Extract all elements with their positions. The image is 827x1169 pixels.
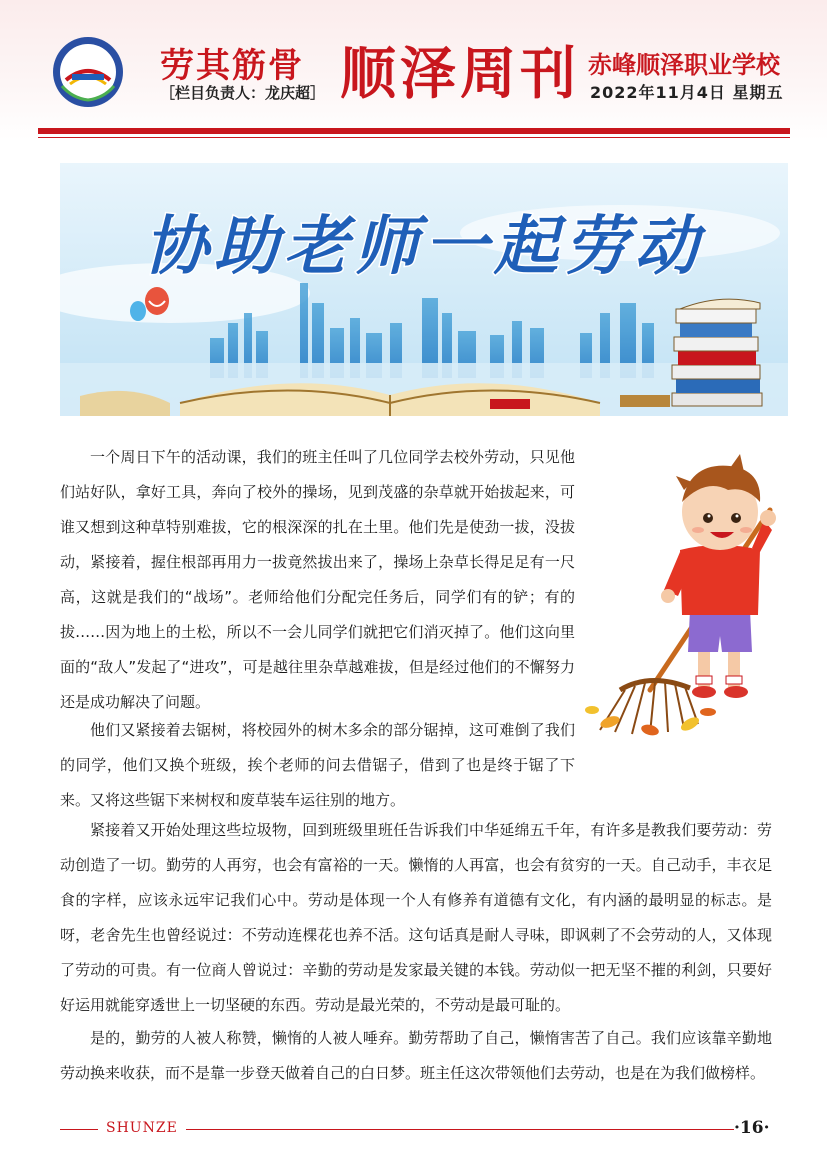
footer-rule-left bbox=[60, 1129, 98, 1130]
page-header bbox=[0, 0, 827, 140]
column-editor: ［栏目负责人：龙庆超］ bbox=[160, 84, 326, 102]
article-paragraph: 紧接着又开始处理这些垃圾物，回到班级里班任告诉我们中华延绵五千年，有许多是教我们要劳动：劳动创造了一切。勤劳的人再穷，也会有富裕的一天。懒惰的人再富，也会有贫穷的一天。自己动手，丰衣足食的字样，应该永远牢记我们心中。劳动是体现一个人有修养有道德有文化，有内涵的最明显的标志。是呀，老舍先生也曾经说过：不劳动连棵花也养不活。这句话真是耐人寻味，即讽刺了不会劳动的人，又体现了劳动的可贵。有一位商人曾说过：辛勤的劳动是发家最关键的本钱。劳动似一把无坚不摧的利剑，只要好好运用就能穿透世上一切坚硬的东西。劳动是最光荣的，不劳动是最可耻的。 bbox=[60, 821, 772, 1014]
article-paragraph: 一个周日下午的活动课，我们的班主任叫了几位同学去校外劳动，只见他们站好队，拿好工具，奔向了校外的操场，见到茂盛的杂草就开始拔起来，可谁又想到这种草特别难拔，它的根深深的扎在土里。他们先是使劲一拔，没拔动，紧接着，握住根部再用力一拔竟然拔出来了，操场上杂草长得足足有一尺高，这就是我们的“战场”。老师给他们分配完任务后，同学们有的铲；有的拔……因为地上的土松，所以不一会儿同学们就把它们消灭掉了。他们这向里面的“敌人”发起了“进攻”，可是越往里杂草越难拔，但是经过他们的不懈努力还是成功解决了问题。 bbox=[60, 448, 575, 711]
masthead-title: 顺泽周刊 bbox=[340, 41, 580, 107]
issue-date: 2022年11月4日 星期五 bbox=[590, 83, 784, 102]
school-logo-icon bbox=[52, 36, 124, 108]
school-name: 赤峰顺泽职业学校 bbox=[588, 51, 780, 79]
column-title: 劳其筋骨 bbox=[160, 46, 304, 86]
boy-with-rake-illustration bbox=[580, 440, 780, 740]
footer-rule-right bbox=[186, 1129, 734, 1130]
page-number: ·16· bbox=[734, 1118, 770, 1138]
article-paragraph: 是的，勤劳的人被人称赞，懒惰的人被人唾弃。勤劳帮助了自己，懒惰害苦了自己。我们应该靠辛勤地劳动换来收获，而不是靠一步登天做着自己的白日梦。班主任这次带领他们去劳动，也是在为我们做榜样。 bbox=[60, 1029, 772, 1082]
banner-title: 协助老师一起劳动 bbox=[144, 210, 704, 284]
article-banner bbox=[60, 163, 788, 416]
header-rule-thin bbox=[38, 137, 790, 138]
article-paragraph: 他们又紧接着去锯树，将校园外的树木多余的部分锯掉，这可难倒了我们的同学，他们又换个班级，挨个老师的问去借锯子，借到了也是终于锯了下来。又将这些锯下来树杈和废草装车运往别的地方。 bbox=[60, 721, 575, 809]
header-rule bbox=[38, 128, 790, 134]
footer-brand: SHUNZE bbox=[106, 1120, 178, 1136]
